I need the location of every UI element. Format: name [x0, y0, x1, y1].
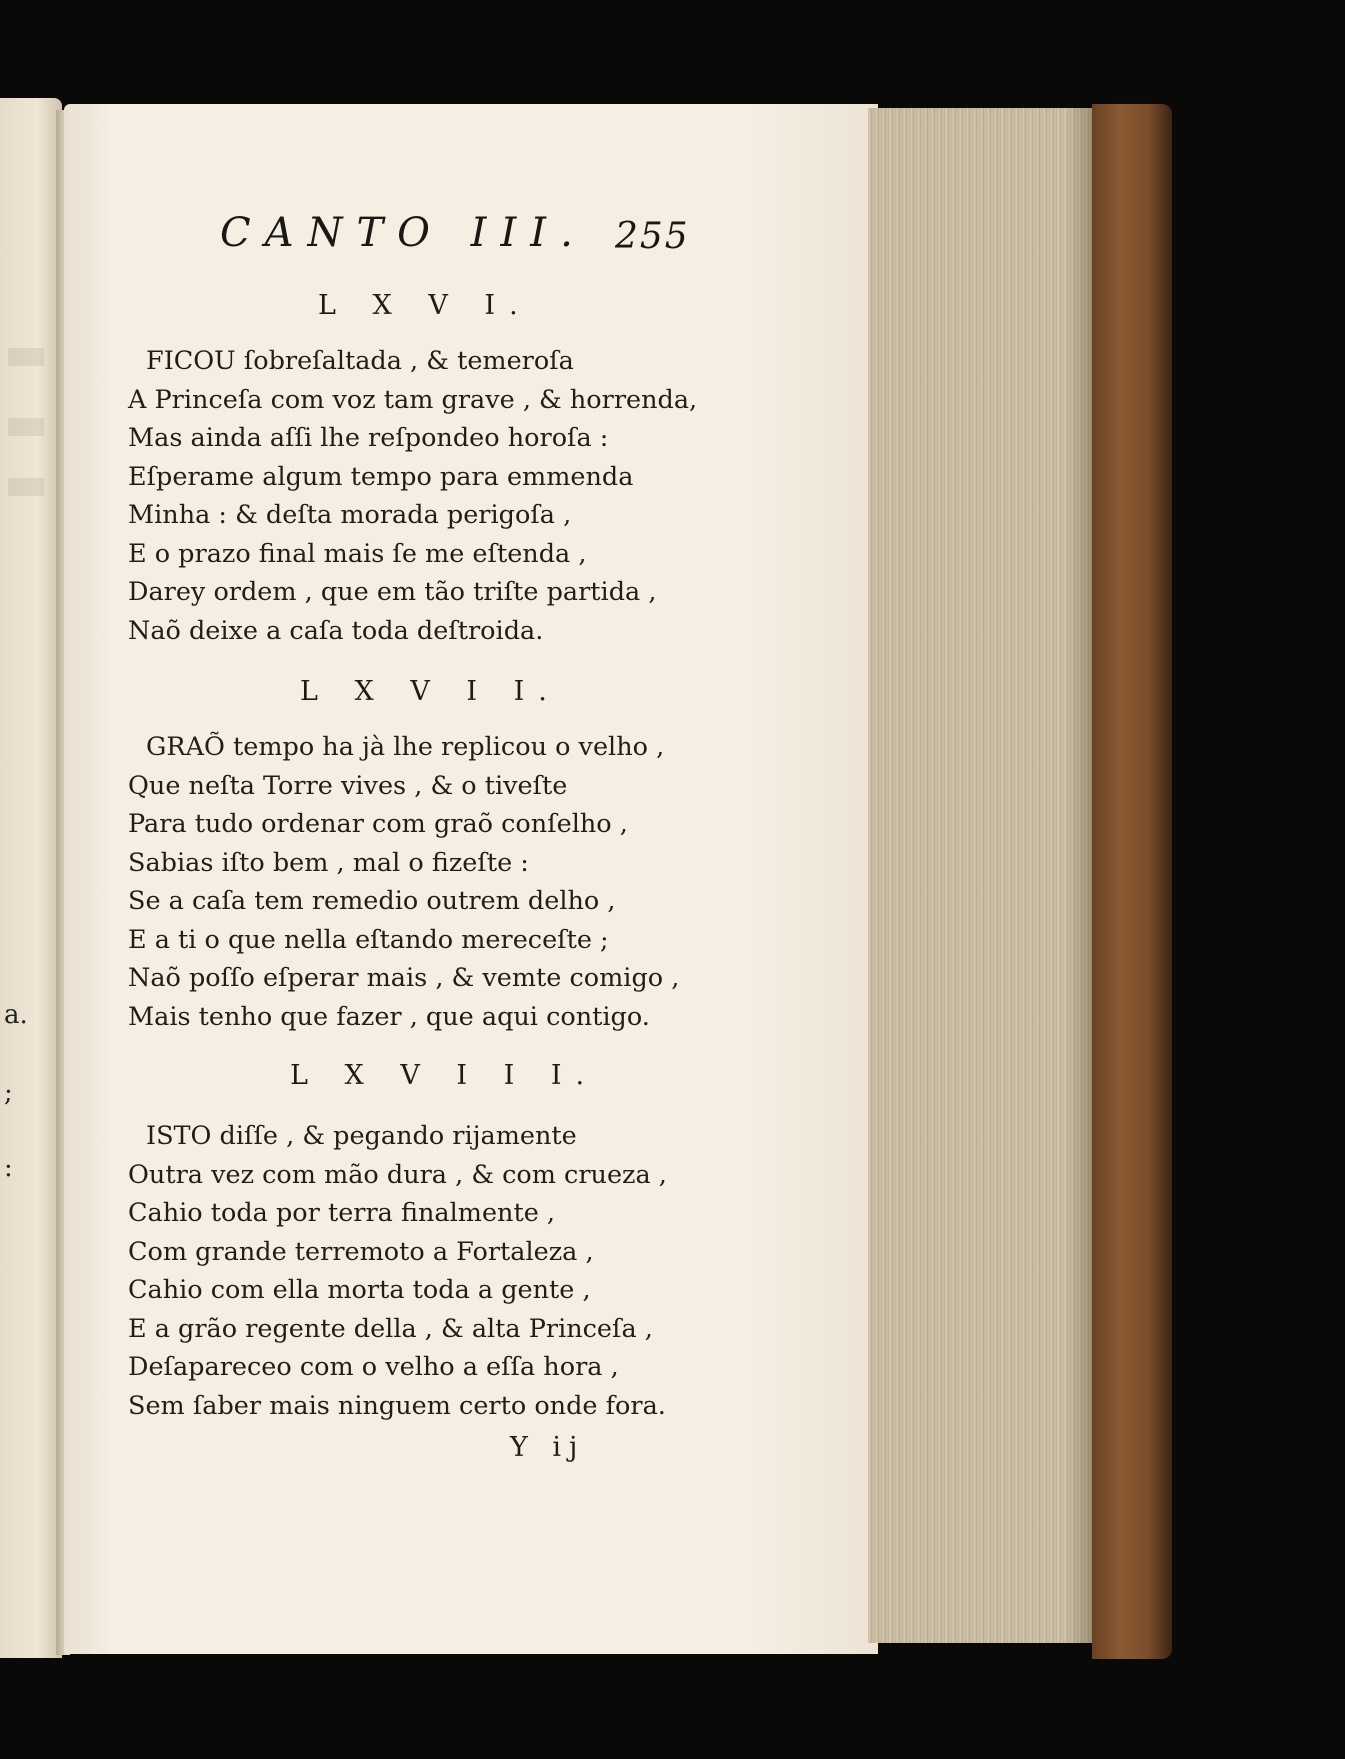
left-page-mark: ; [4, 1078, 13, 1108]
stanza-number: L X V I I I. [290, 1060, 599, 1091]
verse-line: Sem ſaber mais ninguem certo onde fora. [128, 1390, 666, 1421]
stanza [128, 728, 679, 1036]
verse-line: Com grande terremoto a Fortaleza , [128, 1236, 594, 1267]
verse-line: Naõ poſſo eſperar mais , & vemte comigo , [128, 963, 680, 993]
verse-line: Cahio com ella morta toda a gente , [128, 1275, 591, 1305]
verse-line: A Princeſa com voz tam grave , & horrenda, [128, 384, 698, 415]
stanza [128, 342, 697, 650]
running-head: CANTO III. [220, 210, 587, 256]
verse-line: Sabias iſto bem , mal o fizeſte : [128, 847, 529, 878]
stanza-number: L X V I I. [300, 676, 561, 707]
verse-line: Eſperame algum tempo para emmenda [128, 461, 634, 492]
verse-line: Que neſta Torre vives , & o tiveſte [128, 770, 568, 801]
left-page-mark: a. [4, 1000, 28, 1030]
verse-line: Minha : & deſta morada perigoſa , [128, 500, 572, 530]
verse-line: Mas ainda aſſi lhe reſpondeo horoſa : [128, 423, 609, 453]
verse-line: Mais tenho que fazer , que aqui contigo. [128, 1001, 650, 1032]
signature-mark: Y ij [510, 1432, 586, 1463]
verse-line: FICOU ſobreſaltada , & temeroſa [146, 346, 574, 376]
verse-line: E a grão regente della , & alta Princeſa , [128, 1313, 653, 1344]
verse-line: Se a caſa tem remedio outrem delho , [128, 886, 616, 916]
stanza [128, 1117, 667, 1425]
verse-line: E o prazo final mais ſe me eſtenda , [128, 538, 587, 569]
verse-line: Para tudo ordenar com graõ conſelho , [128, 809, 628, 839]
verse-line: E a ti o que nella eſtando mereceſte ; [128, 924, 609, 955]
verse-line: Outra vez com mão dura , & com crueza , [128, 1159, 667, 1190]
page-header [220, 210, 700, 270]
left-page-mark: : [4, 1153, 13, 1183]
verse-line: GRAÕ tempo ha jà lhe replicou o velho , [146, 732, 665, 762]
verse-line: ISTO diſſe , & pegando rijamente [146, 1121, 577, 1151]
verse-line: Cahio toda por terra finalmente , [128, 1198, 556, 1228]
verse-line: Naõ deixe a caſa toda deſtroida. [128, 615, 544, 646]
verse-line: Darey ordem , que em tão triſte partida , [128, 577, 657, 607]
stanza-number: L X V I. [318, 290, 532, 321]
verse-line: Deſapareceo com o velho a eſſa hora , [128, 1352, 619, 1382]
page-number: 255 [615, 216, 690, 257]
